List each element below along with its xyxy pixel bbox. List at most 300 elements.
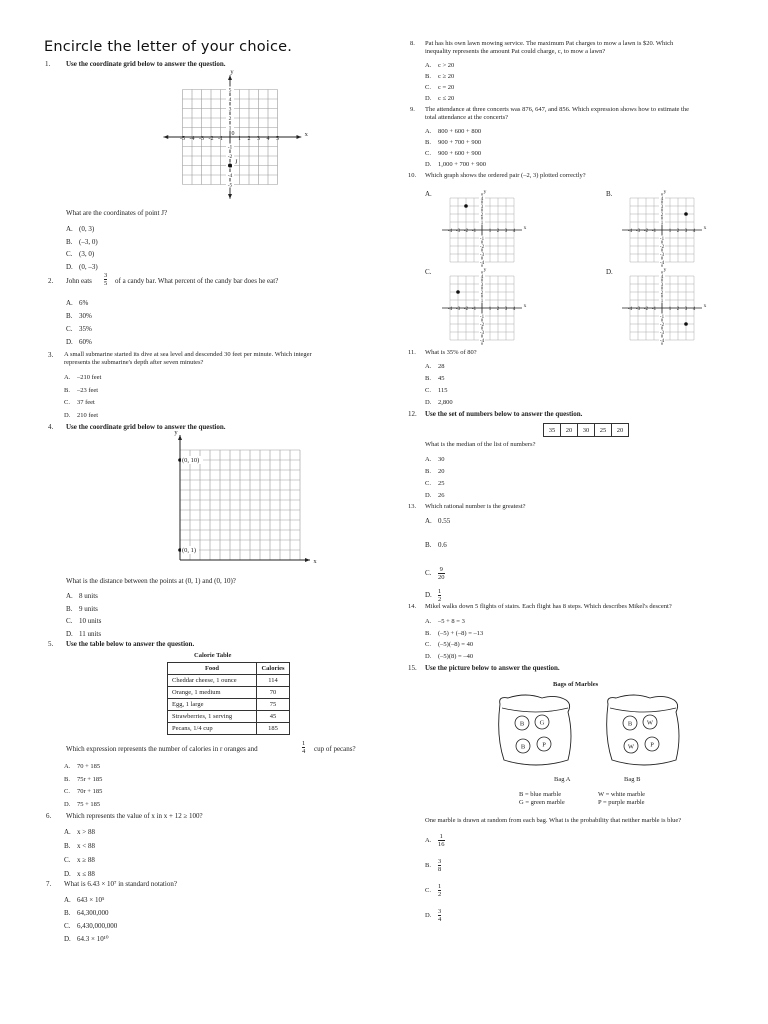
key-blue: B = blue marble: [519, 791, 562, 798]
tick-label: -3: [635, 307, 641, 312]
option-value: 25: [438, 480, 445, 487]
y-axis-arrow: [178, 435, 182, 440]
q8-line1: Pat has his own lawn mowing service. The maximum Pat charges to mow a lawn is $20. Which: [425, 40, 674, 47]
q5-number: 5.: [48, 640, 54, 648]
tick-label: -3: [199, 136, 204, 142]
q7-option-d[interactable]: [64, 935, 109, 943]
marble-label: B: [627, 720, 633, 728]
key-purple: P = purple marble: [598, 799, 645, 806]
option-value: 900 + 600 + 900: [438, 150, 482, 157]
q5-text-post: cup of pecans?: [314, 745, 356, 753]
tick-label: 5: [228, 87, 232, 94]
q2-option-b[interactable]: [66, 312, 92, 320]
q6-text: Which represents the value of x in x + 12 ≥ 100?: [66, 812, 203, 820]
option-value: 28: [438, 363, 445, 370]
option-letter: C.: [425, 387, 431, 394]
tick-label: 1: [668, 229, 672, 234]
tick-label: -3: [455, 307, 461, 312]
option-value: 64.3 × 10¹⁰: [77, 935, 109, 943]
marble-label: B: [519, 720, 525, 728]
q15-number: 15.: [408, 664, 417, 672]
tick-label: 1: [480, 221, 484, 226]
axis-label-x: x: [523, 225, 527, 231]
tick-label: 3: [480, 283, 484, 288]
q11-option-c[interactable]: [425, 387, 448, 394]
q14-text: Mikel walks down 5 flights of stairs. Each flight has 8 steps. Which describes Mikel's descent?: [425, 603, 672, 610]
q3-option-a[interactable]: [64, 374, 101, 381]
tick-label: 4: [692, 307, 696, 312]
tick-label: -2: [659, 323, 665, 328]
q9-option-b[interactable]: [425, 139, 481, 146]
numerator: 1: [438, 588, 442, 595]
q8-option-b[interactable]: [425, 73, 454, 80]
tick-label: 1: [480, 299, 484, 304]
option-letter: B.: [64, 842, 71, 850]
q14-option-d[interactable]: [425, 653, 473, 660]
option-letter: A.: [425, 456, 432, 463]
option-value: 8 units: [79, 592, 98, 600]
q2-text-pre: John eats: [66, 277, 92, 285]
q4-option-a[interactable]: [66, 592, 98, 600]
option-value: 70 + 185: [77, 763, 101, 770]
q10-label-b: B.: [606, 190, 613, 198]
q5-fraction: [302, 740, 305, 755]
tick-label: -1: [659, 315, 665, 320]
option-value: 30%: [79, 312, 92, 320]
key-white: W = white marble: [598, 791, 646, 798]
q10-label-d: D.: [606, 268, 613, 276]
q7-option-a[interactable]: [64, 896, 104, 904]
food-cell: Strawberries, 1 serving: [168, 711, 257, 723]
option-value: (–5)(–8) = 40: [438, 641, 474, 648]
q4-coordinate-grid: [168, 429, 317, 572]
q11-option-a[interactable]: [425, 363, 445, 370]
option-value: 70r + 185: [77, 788, 103, 795]
tick-label: 3: [684, 229, 688, 234]
q11-option-b[interactable]: [425, 375, 445, 382]
marble-label: B: [520, 743, 526, 751]
table-row: [168, 687, 290, 699]
tick-label: -1: [227, 144, 233, 151]
q4-option-d[interactable]: [66, 630, 101, 638]
option-letter: D.: [64, 411, 71, 419]
q10-label-c: C.: [425, 268, 432, 276]
x-axis-arrow: [297, 135, 302, 139]
option-value: 10 units: [79, 617, 102, 625]
tick-label: -2: [643, 307, 649, 312]
option-letter: B.: [425, 541, 432, 549]
option-value: 30: [438, 456, 445, 463]
tick-label: 4: [512, 229, 516, 234]
option-letter: A.: [66, 225, 73, 233]
option-value: 6%: [79, 299, 89, 307]
option-value: –210 feet: [77, 374, 102, 381]
option-letter: A.: [64, 763, 71, 770]
option-letter: A.: [64, 374, 71, 381]
option-letter: A.: [425, 128, 432, 135]
option-letter: A.: [425, 836, 432, 844]
q8-option-a[interactable]: [425, 62, 454, 69]
option-value: x > 88: [77, 828, 95, 836]
q14-option-a[interactable]: [425, 618, 465, 625]
q5-option-d[interactable]: [64, 801, 100, 808]
axis-label-y: y: [483, 189, 487, 196]
q8-option-d[interactable]: [425, 95, 454, 102]
tick-label: -1: [479, 237, 485, 242]
option-letter: D.: [425, 591, 432, 600]
option-letter: A.: [64, 896, 71, 904]
tick-label: -2: [463, 307, 469, 312]
q5-fraction-numerator: 1: [302, 740, 306, 747]
q14-option-c[interactable]: [425, 641, 473, 648]
denominator: 2: [438, 596, 442, 603]
q1-text: Use the coordinate grid below to answer the question.: [66, 60, 226, 68]
table-header-calories: Calories: [257, 663, 290, 675]
table-row: [168, 711, 290, 723]
marble-bag: [499, 695, 571, 765]
q2-option-a[interactable]: [66, 299, 88, 307]
q11-text: What is 35% of 80?: [425, 349, 477, 356]
calories-cell: 70: [257, 687, 290, 699]
q13-option-a[interactable]: [425, 517, 450, 525]
q7-option-c[interactable]: [64, 922, 117, 930]
option-letter: B.: [64, 909, 71, 917]
q4-option-c[interactable]: [66, 617, 101, 625]
marble-label: P: [542, 741, 546, 749]
tick-label: 4: [660, 275, 664, 280]
option-letter: A.: [64, 828, 71, 836]
q3-option-d[interactable]: [64, 412, 98, 419]
option-value: 60%: [79, 338, 92, 346]
option-fraction: [438, 566, 445, 581]
axis-label-y: y: [663, 267, 667, 274]
tick-label: -2: [643, 229, 649, 234]
set-value: 30: [578, 424, 595, 437]
option-letter: D.: [66, 629, 73, 638]
q13-text: Which rational number is the greatest?: [425, 503, 526, 510]
option-letter: D.: [66, 338, 73, 346]
food-cell: Pecans, 1/4 cup: [168, 723, 257, 735]
tick-label: -3: [479, 331, 485, 336]
q6-option-c[interactable]: [64, 856, 95, 864]
option-value: 115: [438, 387, 448, 394]
option-value: (0, 3): [79, 225, 95, 233]
q3-line1: A small submarine started its dive at sea level and descended 30 feet per minute. Which integer: [64, 351, 312, 358]
option-value: 6,430,000,000: [77, 922, 118, 930]
tick-label: -4: [479, 261, 485, 266]
q11-option-d[interactable]: [425, 399, 453, 406]
option-value: 35%: [79, 325, 92, 333]
option-letter: B.: [425, 629, 431, 637]
option-value: (–5)(8) = –40: [438, 652, 474, 660]
q2-fraction: [104, 272, 107, 287]
q1-option-b[interactable]: [66, 238, 98, 246]
tick-label: 2: [676, 307, 680, 312]
q4-prompt: What is the distance between the points at (0, 1) and (0, 10)?: [66, 577, 236, 585]
page-title: Encircle the letter of your choice.: [44, 39, 293, 55]
tick-label: -4: [659, 261, 665, 266]
q2-option-c[interactable]: [66, 325, 92, 333]
option-letter: B.: [64, 386, 70, 394]
q2-option-d[interactable]: [66, 338, 92, 346]
option-value: c > 20: [438, 62, 455, 69]
q5-option-b[interactable]: [64, 776, 102, 783]
marble-label: W: [627, 743, 635, 751]
option-value: 0.55: [438, 517, 451, 525]
q15-option-b[interactable]: [425, 858, 441, 873]
axis-label-y: y: [663, 189, 667, 196]
plotted-point: [684, 322, 688, 326]
calories-cell: 45: [257, 711, 290, 723]
tick-label: -4: [479, 339, 485, 344]
tick-label: 1: [488, 229, 492, 234]
tick-label: 4: [512, 307, 516, 312]
denominator: 2: [438, 891, 442, 898]
tick-label: 3: [660, 283, 664, 288]
axis-label-y: y: [483, 267, 487, 274]
q10-graph-c: [440, 267, 532, 346]
option-letter: D.: [425, 911, 432, 919]
q6-option-a[interactable]: [64, 828, 95, 836]
q2-fraction-denominator: 5: [104, 280, 108, 287]
q9-option-c[interactable]: [425, 150, 481, 157]
calories-cell: 114: [257, 675, 290, 687]
q3-option-c[interactable]: [64, 399, 95, 406]
option-value: 26: [438, 492, 445, 499]
tick-label: 2: [480, 213, 484, 218]
number-set-table: [543, 423, 629, 437]
q7-option-b[interactable]: [64, 909, 109, 917]
tick-label: 2: [496, 229, 500, 234]
option-letter: C.: [66, 617, 73, 625]
axis-label-y: y: [230, 68, 234, 76]
q12-prompt: What is the median of the list of numbers?: [425, 441, 536, 448]
q12-option-c[interactable]: [425, 480, 445, 487]
q10-label-a: A.: [425, 190, 432, 198]
option-fraction: [438, 908, 441, 923]
axis-label-x: x: [703, 303, 707, 309]
tick-label: 1: [660, 299, 664, 304]
q14-option-b[interactable]: [425, 630, 483, 637]
numerator: 3: [438, 908, 442, 915]
tick-label: 3: [504, 307, 508, 312]
table-row: [168, 699, 290, 711]
q13-option-d[interactable]: [425, 588, 441, 603]
food-cell: Egg, 1 large: [168, 699, 257, 711]
q9-option-a[interactable]: [425, 128, 481, 135]
tick-label: 4: [266, 136, 270, 142]
q1-option-a[interactable]: [66, 225, 94, 233]
tick-label: -4: [447, 229, 453, 234]
bag-a-label: Bag A: [554, 776, 571, 783]
marble-bags-figure: [490, 690, 690, 776]
q5-option-c[interactable]: [64, 788, 102, 795]
key-green: G = green marble: [519, 799, 565, 806]
bag-b-label: Bag B: [624, 776, 641, 783]
q4-option-b[interactable]: [66, 605, 98, 613]
q5-option-a[interactable]: [64, 763, 100, 770]
option-letter: A.: [66, 592, 73, 600]
option-letter: D.: [425, 652, 432, 660]
q12-option-d[interactable]: [425, 492, 445, 499]
option-letter: A.: [425, 517, 432, 525]
option-value: 9 units: [79, 604, 98, 613]
option-letter: A.: [425, 363, 432, 370]
tick-label: 2: [676, 229, 680, 234]
option-letter: C.: [425, 886, 431, 894]
tick-label: 2: [247, 136, 251, 142]
option-value: 643 × 10⁵: [77, 896, 105, 904]
option-letter: B.: [425, 468, 431, 475]
calories-cell: 185: [257, 723, 290, 735]
q11-number: 11.: [408, 349, 416, 356]
q8-number: 8.: [410, 40, 415, 47]
calories-cell: 75: [257, 699, 290, 711]
q1-prompt: What are the coordinates of point J?: [66, 209, 168, 217]
q2-fraction-numerator: 3: [104, 272, 108, 279]
y-axis-arrow: [228, 75, 232, 80]
q14-number: 14.: [408, 603, 417, 610]
q12-text: Use the set of numbers below to answer the question.: [425, 410, 583, 418]
tick-label: 3: [480, 205, 484, 210]
tick-label: 2: [480, 291, 484, 296]
q15-prompt: One marble is drawn at random from each bag. What is the probability that neither marble is blue?: [425, 817, 682, 824]
marble-bag: [607, 695, 679, 765]
tick-label: -4: [447, 307, 453, 312]
tick-label: -4: [627, 229, 633, 234]
tick-label: 4: [228, 97, 232, 103]
option-letter: D.: [425, 492, 432, 499]
option-fraction: [438, 858, 441, 873]
q13-number: 13.: [408, 503, 417, 510]
q1-coordinate-grid: [160, 68, 320, 202]
tick-label: -1: [651, 229, 657, 234]
tick-label: -1: [479, 315, 485, 320]
q8-option-c[interactable]: [425, 84, 454, 91]
plotted-point: [464, 204, 468, 208]
q4-text: Use the coordinate grid below to answer the question.: [66, 423, 226, 431]
option-letter: C.: [425, 480, 431, 487]
q6-option-b[interactable]: [64, 842, 95, 850]
x-axis-arrow: [305, 558, 310, 562]
q6-option-d[interactable]: [64, 870, 95, 878]
option-value: (–3, 0): [79, 237, 98, 246]
tick-label: 5: [276, 136, 279, 142]
q1-option-c[interactable]: [66, 250, 94, 258]
tick-label: 1: [668, 307, 672, 312]
q7-text: What is 6.43 × 10⁷ in standard notation?: [64, 880, 177, 888]
option-value: x ≥ 88: [77, 856, 95, 864]
option-value: (0, –3): [79, 262, 98, 271]
option-letter: C.: [66, 250, 73, 258]
table-row: [168, 723, 290, 735]
option-value: (–5) + (–8) = –13: [438, 629, 484, 637]
denominator: 4: [438, 916, 442, 923]
option-value: 210 feet: [77, 411, 99, 419]
option-letter: C.: [425, 641, 431, 648]
tick-label: -2: [227, 154, 233, 160]
tick-label: -3: [479, 253, 485, 258]
q5-text-pre: Which expression represents the number of calories in r oranges and: [66, 745, 258, 753]
marble-label: G: [539, 719, 545, 727]
tick-label: -5: [180, 136, 185, 142]
option-letter: D.: [425, 161, 432, 168]
q9-option-d[interactable]: [425, 161, 486, 168]
marble-label: W: [646, 719, 654, 727]
option-letter: D.: [425, 399, 432, 406]
q10-graph-d: [620, 267, 712, 346]
q12-option-b[interactable]: [425, 468, 445, 475]
q13-option-b[interactable]: [425, 541, 447, 549]
q13-option-c[interactable]: [425, 566, 445, 581]
option-value: 37 feet: [77, 399, 95, 406]
q12-number: 12.: [408, 410, 417, 418]
q5-text: Use the table below to answer the question.: [66, 640, 195, 648]
option-letter: C.: [425, 569, 432, 578]
tick-label: 3: [504, 229, 508, 234]
q9-number: 9.: [410, 106, 415, 113]
q3-option-b[interactable]: [64, 387, 98, 394]
tick-label: 0: [231, 131, 235, 137]
option-letter: C.: [64, 788, 70, 795]
option-letter: A.: [425, 62, 432, 69]
q1-option-d[interactable]: [66, 263, 98, 271]
option-letter: C.: [425, 84, 431, 91]
tick-label: 2: [660, 213, 664, 218]
option-value: 20: [438, 468, 445, 475]
axis-label-x: x: [313, 558, 317, 565]
option-value: (3, 0): [79, 250, 95, 258]
calorie-table: [167, 662, 290, 735]
q15-figure-title: Bags of Marbles: [553, 681, 599, 688]
tick-label: -2: [479, 245, 485, 250]
q12-option-a[interactable]: [425, 456, 445, 463]
option-letter: C.: [64, 922, 71, 930]
marble-label: P: [650, 741, 654, 749]
tick-label: -3: [659, 331, 665, 336]
tick-label: -4: [659, 339, 665, 344]
axis-label-x: x: [304, 131, 308, 138]
option-value: 11 units: [79, 629, 102, 638]
point-label: (0, 1): [182, 547, 197, 554]
option-letter: B.: [425, 73, 431, 80]
tick-label: 2: [660, 291, 664, 296]
tick-label: 3: [228, 106, 232, 113]
option-fraction: [438, 588, 441, 603]
tick-label: -3: [659, 253, 665, 258]
food-cell: Orange, 1 medium: [168, 687, 257, 699]
tick-label: 3: [660, 205, 664, 210]
tick-label: 4: [480, 275, 484, 280]
tick-label: 4: [692, 229, 696, 234]
q3-line2: represents the submarine's depth after seven minutes?: [64, 359, 204, 366]
q10-text: Which graph shows the ordered pair (–2, 3) plotted correctly?: [425, 172, 586, 179]
numerator: 9: [439, 566, 443, 573]
option-value: 45: [438, 375, 445, 382]
option-letter: C.: [425, 150, 431, 157]
q5-fraction-denominator: 4: [302, 748, 306, 755]
q15-option-a[interactable]: [425, 833, 445, 848]
option-value: c ≥ 20: [438, 73, 455, 80]
q15-option-c[interactable]: [425, 883, 441, 898]
tick-label: -4: [627, 307, 633, 312]
option-value: 2,800: [438, 399, 453, 406]
tick-label: -2: [479, 323, 485, 328]
q4-number: 4.: [48, 423, 54, 431]
q15-option-d[interactable]: [425, 908, 441, 923]
table-header-food: Food: [168, 663, 257, 675]
option-letter: A.: [66, 299, 73, 307]
